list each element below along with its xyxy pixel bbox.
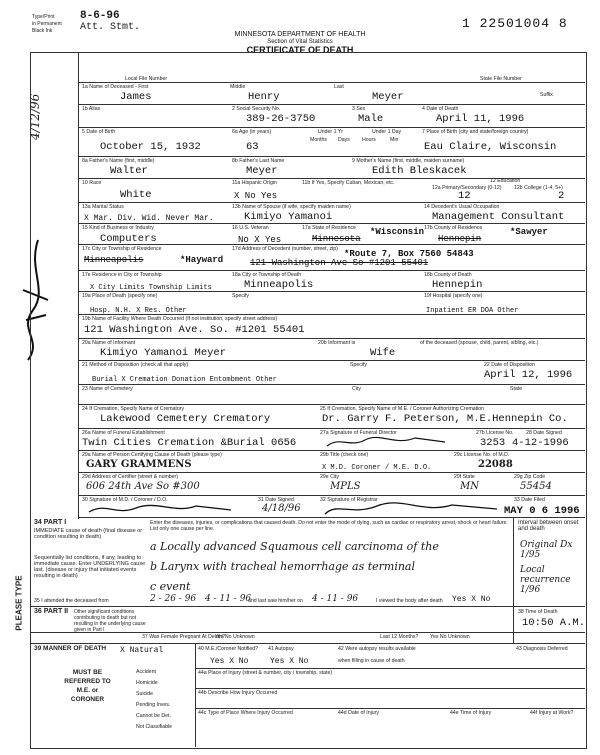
label-certifier-title: 29b Title (check one) <box>320 452 369 458</box>
label-certifier-signature: 30 Signature of M.D. / Coroner / D.O. <box>82 497 168 503</box>
label-certifier-address: 29d Address of Certifier (street & number) <box>82 474 179 480</box>
decedent-marital: X Mar. Div. Wid. Never Mar. <box>84 214 214 223</box>
rule <box>78 338 585 339</box>
decedent-race: White <box>120 189 152 201</box>
certifier-signature <box>86 500 236 517</box>
rule <box>30 606 585 607</box>
label-pregnant: 37 Was Female Pregnant At Death? <box>142 634 225 640</box>
funeral-director-signature <box>325 434 465 450</box>
label-registrar-signature: 32 Signature of Registrar <box>320 497 378 503</box>
manner-not-classifiable: Not Classifiable <box>136 724 173 730</box>
rule <box>78 270 585 271</box>
certifier-license: 22088 <box>478 459 513 470</box>
state-res-struck: Minnesota <box>312 234 361 244</box>
cause-line-c: c event <box>150 580 191 593</box>
label-ssn: 2 Social Security No. <box>232 106 281 112</box>
decedent-ssn: 389-26-3750 <box>246 113 316 125</box>
stamp-line1: Type/Print <box>32 14 55 20</box>
decedent-veteran: No X Yes <box>238 235 282 245</box>
label-time-of-death: 38 Time of Death <box>518 609 558 615</box>
certifier-title: X M.D. Coroner / M.E. D.O. <box>322 464 432 472</box>
rule <box>78 104 585 105</box>
rule <box>78 428 585 429</box>
stamp-line2: in Permanent <box>32 21 62 27</box>
certifier-state: MN <box>460 481 479 492</box>
label-sex: 3 Sex <box>352 106 366 112</box>
decedent-hispanic: X No Yes <box>234 191 278 201</box>
part2-text: Other significant conditions contributing to death but not resulting in the underlying cause given in Part I <box>74 609 146 633</box>
label-coroner-auth: 25 If Cremation, Specify Name of M.E. / Coroner Authorizing Cremation <box>320 406 485 412</box>
label-how-injury: 44b Describe How Injury Occurred <box>198 690 278 696</box>
decedent-occupation: Management Consultant <box>432 211 565 223</box>
label-father-last: 8b Father's Last Name <box>232 158 285 164</box>
rule <box>78 127 585 128</box>
city-res-struck: Minneapolis <box>84 255 144 265</box>
label-min: Min <box>390 137 399 143</box>
label-business: 15 Kind of Business or Industry <box>82 225 154 231</box>
label-informant: 20a Name of Informant <box>82 340 136 346</box>
disposition-methods: Burial X Cremation Donation Entombment Other <box>92 376 277 384</box>
interval-a: Original Dx 1/95 <box>520 540 573 560</box>
father-first-name: Walter <box>110 165 148 177</box>
label-date-filed: 33 Date Filed <box>514 497 545 503</box>
pregnant-at-death-options: Yes No Unknown <box>215 634 255 640</box>
label-under-1yr: Under 1 Yr <box>318 129 343 135</box>
rule <box>30 643 585 644</box>
label-funeral-director-sig: 27a Signature of Funeral Director <box>320 430 397 436</box>
label-cemetery-city: City <box>352 386 361 392</box>
label-age: 6a Age (in years) <box>232 129 272 135</box>
label-disposition-specify: Specify <box>350 362 368 368</box>
label-time-of-injury: 44e Time of Injury <box>450 710 492 716</box>
certifier-city: MPLS <box>330 481 361 492</box>
rule <box>78 52 79 519</box>
funeral-establishment: Twin Cities Cremation &Burial 0656 <box>82 437 297 449</box>
interval-b: Local recurrence 1/96 <box>520 565 571 595</box>
pregnant-12mo-options: Yes No Unknown <box>430 634 470 640</box>
label-autopsy: 41 Autopsy <box>268 646 294 652</box>
me-notified: Yes X No <box>210 657 249 666</box>
label-crematory: 24 If Cremation, Specify Name of Crematory <box>82 406 185 412</box>
label-certifier-city: 29e City <box>320 474 340 480</box>
label-autopsy-results: 42 Were autopsy results available <box>338 646 416 652</box>
rule <box>78 495 585 496</box>
rule <box>195 708 585 709</box>
date-filed: MAY 0 6 1996 <box>504 505 580 517</box>
city-res: *Hayward <box>180 255 224 265</box>
manner-suicide: Suicide <box>136 691 154 697</box>
page-title: CERTIFICATE OF DEATH <box>246 45 354 55</box>
label-city-death: 18a City or Township of Death <box>232 272 302 278</box>
decedent-county-death: Hennepin <box>432 279 483 291</box>
subregistrar-date: 4/12/96 <box>28 93 42 140</box>
label-last-saw: and last saw him/her on <box>248 598 303 604</box>
decedent-hosp-opts: Inpatient ER DOA Other <box>426 307 519 315</box>
label-viewed-body: I viewed the body after death <box>376 598 443 604</box>
label-hospital: 19f Hospital (specify one) <box>424 293 483 299</box>
certificate-number: 1 22501004 8 <box>462 16 568 31</box>
manner-accident: Accident <box>136 669 156 675</box>
rule <box>78 156 585 157</box>
decedent-first-name: James <box>120 91 152 103</box>
please-type-label: PLEASE TYPE <box>14 575 24 631</box>
label-certifier-license: 29c License No. of M.D. <box>454 452 510 458</box>
label-edu-primary: 12a Primary/Secondary (0-12) <box>432 185 502 191</box>
label-disposition-date: 22 Date of Disposition <box>484 362 535 368</box>
decedent-edu-primary: 12 <box>458 190 471 202</box>
address-struck: 121 Washington Ave So #1201 55401 <box>250 258 429 268</box>
label-veteran: 16 U.S. Veteran <box>232 225 269 231</box>
decedent-facility: 121 Washington Ave. So. #1201 55401 <box>84 324 305 336</box>
cause-line-a: a Locally advanced Squamous cell carcinoma of the <box>150 540 439 553</box>
label-diagnosis-deferred: 43 Diagnosis Deferred <box>516 646 568 652</box>
manner-pending: Pending Inves. <box>136 702 171 708</box>
section-title: Section of Vital Statistics <box>267 39 333 45</box>
certifier-name: GARY GRAMMENS <box>86 459 192 470</box>
label-father-first: 8a Father's Name (first, middle) <box>82 158 155 164</box>
autopsy: Yes X No <box>270 657 309 666</box>
label-attended: 35 I attended the deceased from <box>34 598 109 604</box>
decedent-last-name: Meyer <box>372 91 404 103</box>
state-file-label: State File Number <box>480 76 522 82</box>
label-address: 17d Address of Decedent (number, street, zip) <box>232 246 338 252</box>
rule <box>195 668 585 669</box>
attended-to: 4 - 11 - 96 <box>205 594 252 604</box>
rule <box>195 688 585 689</box>
label-date-of-injury: 44d Date of Injury <box>338 710 379 716</box>
decedent-business: Computers <box>100 233 157 245</box>
father-last-name: Meyer <box>246 165 278 177</box>
label-dob: 5 Date of Birth <box>82 129 116 135</box>
label-under-1day: Under 1 Day <box>372 129 402 135</box>
decedent-middle-name: Henry <box>248 91 280 103</box>
label-place-of-injury: 44a Place of Injury (street & number, city / township, state) <box>198 670 333 676</box>
label-days: Days <box>338 137 350 143</box>
county-res-struck: Hennepin <box>438 234 482 244</box>
label-months: Months <box>310 137 328 143</box>
label-place-of-birth: 7 Place of Birth (city and state/foreign country) <box>422 129 529 135</box>
manner-cannot-det: Cannot be Det. <box>136 713 171 719</box>
label-when-filling: when filling in cause of death <box>338 658 405 664</box>
label-license-no: 27b License No. <box>476 430 514 436</box>
decedent-sex: Male <box>358 113 384 125</box>
last-saw-date: 4 - 11 - 96 <box>312 594 359 604</box>
viewed-body: Yes X No <box>452 595 491 604</box>
label-facility: 19b Name of Facility Where Death Occurred (If not institution, specify street address) <box>82 316 278 322</box>
label-me-notified: 40 M.E./Coroner Notified? <box>198 646 258 652</box>
part2-heading: 36 PART II <box>34 608 69 615</box>
cause-sequence-text: Sequentially list conditions, if any, leading to immediate cause. Enter UNDERLYING cause last. (disease or injury that initiated events resulting in death) <box>34 555 146 579</box>
state-res: *Wisconsin <box>370 227 425 237</box>
decedent-spouse: Kimiyo Yamanoi <box>244 211 333 223</box>
registrar-signature <box>322 500 502 517</box>
label-place-death: 19a Place of Death (specify one) <box>82 293 158 299</box>
rule <box>78 202 585 203</box>
certifier-date-signed: 4/18/96 <box>262 503 301 514</box>
time-of-death: 10:50 A.M. <box>522 617 586 629</box>
label-marital: 13a Marital Status <box>82 204 124 210</box>
decedent-place-death: Hosp. N.H. X Res. Other <box>90 307 187 315</box>
crematory-name: Lakewood Cemetery Crematory <box>100 413 271 425</box>
informant-name: Kimiyo Yamanoi Meyer <box>100 347 227 359</box>
attended-from: 2 - 26 - 96 <box>150 594 197 604</box>
county-res: *Sawyer <box>510 227 548 237</box>
manner-natural: X Natural <box>120 646 164 655</box>
rule <box>513 517 514 643</box>
label-res-in-city: 17e Residence in City or Township <box>82 272 162 278</box>
informant-relation: Wife <box>370 347 396 359</box>
funeral-date-signed: 4-12-1996 <box>512 437 569 449</box>
interval-label: Interval between onset and death <box>518 520 579 532</box>
label-hispanic: 11a Hispanic Origin <box>232 180 277 186</box>
label-suffix: Suffix <box>540 92 553 98</box>
label-name-first: 1a Name of Deceased - First <box>82 84 149 90</box>
label-city-res: 17c City or Township of Residence <box>82 246 162 252</box>
decedent-edu-college: 2 <box>558 190 565 202</box>
decedent-address: *Route 7, Box 7560 54843 <box>344 249 474 259</box>
rule <box>78 360 585 361</box>
stamp-att: Att. Stmt. <box>80 22 141 33</box>
certifier-zip: 55454 <box>520 481 552 492</box>
stamp-line3: Black Ink <box>32 28 53 34</box>
disposition-date: April 12, 1996 <box>484 369 573 381</box>
label-edu-college: 12b College (1-4, 5+) <box>514 185 563 191</box>
label-informant-hint: of the deceased (spouse, child, parent, sibling, etc.) <box>420 340 539 346</box>
funeral-license: 3253 <box>480 437 506 449</box>
cause-line-b: b Larynx with tracheal hemorrhage as terminal <box>150 560 416 573</box>
label-occupation: 14 Decedent's Usual Occupation <box>424 204 500 210</box>
label-certifier-date: 31 Date Signed <box>258 497 294 503</box>
manner-homicide: Homicide <box>136 680 158 686</box>
coroner-name: Dr. Garry F. Peterson, M.E.Hennepin Co. <box>322 413 568 425</box>
label-disposition-method: 21 Method of Disposition (check all that apply) <box>82 362 189 368</box>
decedent-date-of-death: April 11, 1996 <box>436 113 525 125</box>
label-date-signed: 28 Date Signed <box>526 430 562 436</box>
decedent-dob: October 15, 1932 <box>100 141 201 153</box>
rule <box>78 450 585 451</box>
decedent-city-death: Minneapolis <box>244 279 314 291</box>
must-be-referred: MUST BE REFERRED TO M.E. or CORONER <box>64 669 111 703</box>
part1-heading: 34 PART I <box>34 519 67 526</box>
label-name-last: Last <box>334 84 344 90</box>
label-hispanic-specify: 11b If Yes, Specify Cuban, Mexican, etc. <box>302 180 395 186</box>
label-name-middle: Middle <box>230 84 246 90</box>
label-type-of-place: 44c Type of Place Where Injury Occurred <box>198 710 293 716</box>
label-injury-at-work: 44f Injury at Work? <box>530 710 574 716</box>
mother-name: Edith Bleskacek <box>372 165 467 177</box>
label-spouse: 13b Name of Spouse (if wife, specify maiden name) <box>232 204 351 210</box>
label-hours: Hours <box>362 137 376 143</box>
label-education: 12 Education <box>490 178 521 184</box>
dept-title: MINNESOTA DEPARTMENT OF HEALTH <box>234 31 366 38</box>
label-cemetery-state: State <box>510 386 523 392</box>
label-alias: 1b Alias <box>82 106 101 112</box>
label-funeral: 26a Name of Funeral Establishment <box>82 430 165 436</box>
label-certifier-state: 29f State <box>454 474 475 480</box>
label-county-death: 18b County of Death <box>424 272 472 278</box>
decedent-res-city: X City Limits Township Limits <box>90 284 212 292</box>
label-manner: 39 MANNER OF DEATH <box>34 645 107 652</box>
certifier-address: 606 24th Ave So #300 <box>86 481 200 492</box>
rule <box>195 643 196 747</box>
cause-instructions: Enter the diseases, injuries, or complications that caused death. Do not enter the mode of dying, such as cardiac or respiratory arrest, shock or heart failure. List only one cause per line. <box>150 520 508 532</box>
stamp-date: 8-6-96 <box>80 10 120 22</box>
label-informant-is: 20b Informant is <box>318 340 356 346</box>
label-last-12-months: Last 12 Months? <box>380 634 419 640</box>
rule <box>78 404 585 405</box>
label-race: 10 Race <box>82 180 102 186</box>
label-cemetery: 23 Name of Cemetery <box>82 386 133 392</box>
label-specify: Specify <box>232 293 250 299</box>
label-county-res: 17b County of Residence <box>424 225 483 231</box>
part1-text: IMMEDIATE cause of death (final disease or condition resulting in death) <box>34 528 143 540</box>
label-certifier-name: 29a Name of Person Certifying Cause of Death (please type) <box>82 452 222 458</box>
label-certifier-zip: 29g Zip Code <box>514 474 546 480</box>
label-state-res: 17a State of Residence <box>302 225 356 231</box>
label-date-of-death: 4 Date of Death <box>422 106 459 112</box>
decedent-place-of-birth: Eau Claire, Wisconsin <box>424 141 557 153</box>
label-mother: 9 Mother's Name (first, middle, maiden surname) <box>352 158 465 164</box>
local-file-label: Local File Number <box>125 76 168 82</box>
rule <box>78 82 585 83</box>
rule <box>78 517 585 518</box>
decedent-age: 63 <box>246 141 259 153</box>
